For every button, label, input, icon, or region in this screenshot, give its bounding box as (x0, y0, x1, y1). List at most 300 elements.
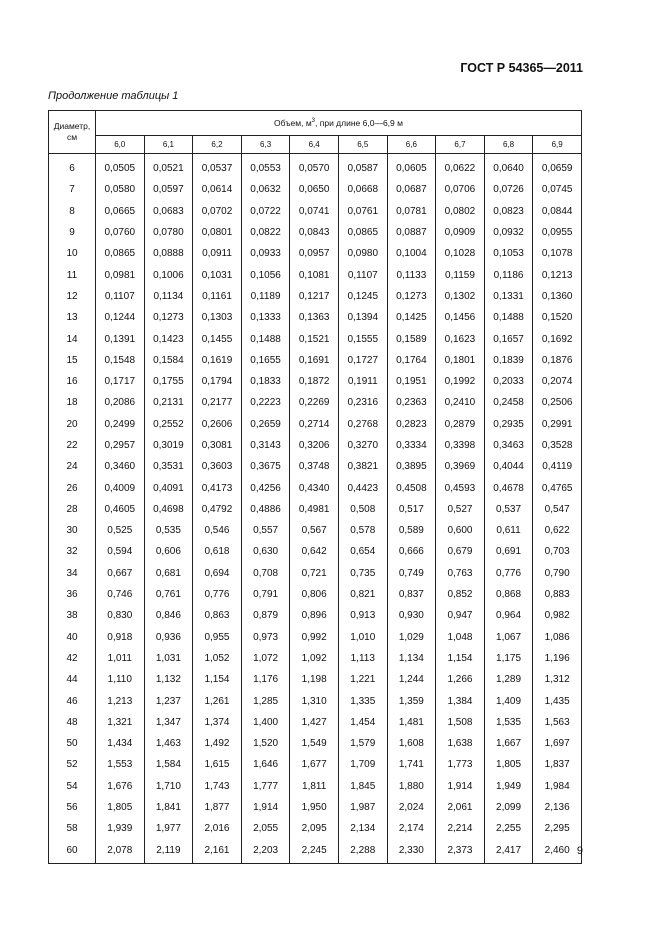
volume-cell: 0,4765 (533, 477, 582, 498)
volume-cell: 0,1548 (96, 350, 145, 371)
diameter-cell: 50 (49, 733, 96, 754)
volume-cell: 0,606 (144, 541, 193, 562)
volume-cell: 0,746 (96, 584, 145, 605)
volume-cell: 0,0955 (533, 222, 582, 243)
volume-cell: 0,0553 (241, 154, 290, 180)
volume-cell: 0,1717 (96, 371, 145, 392)
volume-cell: 0,1004 (387, 243, 436, 264)
volume-cell: 0,0632 (241, 179, 290, 200)
volume-cell: 1,335 (338, 690, 387, 711)
volume-cell: 0,1755 (144, 371, 193, 392)
table-row (49, 350, 582, 371)
volume-cell: 1,011 (96, 648, 145, 669)
volume-cell: 0,0957 (290, 243, 339, 264)
volume-cell: 0,790 (533, 563, 582, 584)
diameter-cell: 9 (49, 222, 96, 243)
volume-cell: 0,3895 (387, 456, 436, 477)
length-header-cell: 6,1 (144, 136, 193, 154)
volume-cell: 0,537 (484, 499, 533, 520)
volume-cell: 1,677 (290, 754, 339, 775)
diameter-cell: 7 (49, 179, 96, 200)
volume-cell: 0,0844 (533, 201, 582, 222)
volume-cell: 0,0580 (96, 179, 145, 200)
volume-cell: 0,535 (144, 520, 193, 541)
volume-cell: 1,067 (484, 627, 533, 648)
volume-cell: 1,196 (533, 648, 582, 669)
volume-cell: 0,3081 (193, 435, 242, 456)
volume-cell: 2,460 (533, 840, 582, 864)
volume-cell: 0,1186 (484, 264, 533, 285)
volume-cell: 1,347 (144, 712, 193, 733)
volume-cell: 0,1244 (96, 307, 145, 328)
volume-cell: 1,400 (241, 712, 290, 733)
volume-cell: 1,384 (436, 690, 485, 711)
volume-cell: 1,709 (338, 754, 387, 775)
volume-cell: 2,245 (290, 840, 339, 864)
volume-cell: 0,879 (241, 605, 290, 626)
volume-cell: 0,3821 (338, 456, 387, 477)
volume-cell: 0,0665 (96, 201, 145, 222)
volume-cell: 1,359 (387, 690, 436, 711)
volume-cell: 2,255 (484, 818, 533, 839)
volume-cell: 0,1584 (144, 350, 193, 371)
volume-cell: 1,549 (290, 733, 339, 754)
volume-cell: 0,1107 (338, 264, 387, 285)
table-row (49, 520, 582, 541)
volume-cell: 1,237 (144, 690, 193, 711)
volume-cell: 1,086 (533, 627, 582, 648)
volume-cell: 0,4091 (144, 477, 193, 498)
length-header-cell: 6,9 (533, 136, 582, 154)
volume-cell: 0,1833 (241, 371, 290, 392)
volume-cell: 0,0843 (290, 222, 339, 243)
volume-cell: 1,914 (436, 776, 485, 797)
diameter-cell: 28 (49, 499, 96, 520)
volume-cell: 0,4678 (484, 477, 533, 498)
volume-cell: 0,749 (387, 563, 436, 584)
volume-header-prefix: Объем, м (274, 118, 312, 128)
volume-cell: 0,0980 (338, 243, 387, 264)
volume-cell: 0,0911 (193, 243, 242, 264)
table-row (49, 477, 582, 498)
volume-cell: 0,0650 (290, 179, 339, 200)
volume-cell: 0,1488 (241, 328, 290, 349)
volume-cell: 1,710 (144, 776, 193, 797)
diameter-cell: 13 (49, 307, 96, 328)
volume-cell: 0,0722 (241, 201, 290, 222)
volume-cell: 0,4044 (484, 456, 533, 477)
volume-cell: 0,0760 (96, 222, 145, 243)
volume-cell: 1,949 (484, 776, 533, 797)
volume-cell: 0,2659 (241, 414, 290, 435)
volume-cell: 1,134 (387, 648, 436, 669)
volume-cell: 0,2768 (338, 414, 387, 435)
volume-cell: 1,667 (484, 733, 533, 754)
table-row (49, 712, 582, 733)
table-row (49, 201, 582, 222)
volume-cell: 1,615 (193, 754, 242, 775)
volume-cell: 0,0614 (193, 179, 242, 200)
volume-cell: 0,0587 (338, 154, 387, 180)
volume-cell: 1,646 (241, 754, 290, 775)
table-row (49, 243, 582, 264)
diameter-cell: 58 (49, 818, 96, 839)
volume-cell: 0,2410 (436, 392, 485, 413)
volume-cell: 0,679 (436, 541, 485, 562)
table-row (49, 818, 582, 839)
volume-cell: 0,1031 (193, 264, 242, 285)
table-row (49, 669, 582, 690)
volume-cell: 1,072 (241, 648, 290, 669)
volume-cell: 0,4698 (144, 499, 193, 520)
volume-cell: 1,638 (436, 733, 485, 754)
volume-cell: 0,3460 (96, 456, 145, 477)
volume-cell: 1,266 (436, 669, 485, 690)
volume-cell: 0,1189 (241, 286, 290, 307)
volume-cell: 1,977 (144, 818, 193, 839)
table-caption: Продолжение таблицы 1 (48, 90, 179, 102)
volume-cell: 0,0726 (484, 179, 533, 200)
volume-cell: 0,2363 (387, 392, 436, 413)
volume-cell: 0,2506 (533, 392, 582, 413)
diameter-cell: 52 (49, 754, 96, 775)
volume-cell: 1,435 (533, 690, 582, 711)
volume-cell: 0,1245 (338, 286, 387, 307)
volume-cell: 1,052 (193, 648, 242, 669)
table-row (49, 222, 582, 243)
volume-cell: 0,1213 (533, 264, 582, 285)
volume-cell: 0,546 (193, 520, 242, 541)
volume-cell: 2,203 (241, 840, 290, 864)
volume-cell: 0,2223 (241, 392, 290, 413)
volume-cell: 0,1876 (533, 350, 582, 371)
volume-cell: 1,154 (436, 648, 485, 669)
volume-cell: 1,321 (96, 712, 145, 733)
volume-cell: 0,567 (290, 520, 339, 541)
volume-cell: 0,1589 (387, 328, 436, 349)
volume-cell: 1,427 (290, 712, 339, 733)
volume-cell: 0,642 (290, 541, 339, 562)
volume-cell: 0,2269 (290, 392, 339, 413)
volume-cell: 0,2131 (144, 392, 193, 413)
volume-cell: 0,837 (387, 584, 436, 605)
volume-cell: 1,841 (144, 797, 193, 818)
diameter-cell: 60 (49, 840, 96, 864)
volume-cell: 1,553 (96, 754, 145, 775)
volume-cell: 1,987 (338, 797, 387, 818)
volume-cell: 0,883 (533, 584, 582, 605)
length-header-cell: 6,6 (387, 136, 436, 154)
volume-cell: 0,1555 (338, 328, 387, 349)
volume-cell: 2,161 (193, 840, 242, 864)
volume-cell: 1,176 (241, 669, 290, 690)
diameter-cell: 48 (49, 712, 96, 733)
table-row (49, 627, 582, 648)
volume-cell: 0,3748 (290, 456, 339, 477)
volume-cell: 0,0981 (96, 264, 145, 285)
volume-cell: 2,055 (241, 818, 290, 839)
volume-cell: 0,1692 (533, 328, 582, 349)
diameter-cell: 26 (49, 477, 96, 498)
volume-cell: 0,1872 (290, 371, 339, 392)
volume-cell: 0,0888 (144, 243, 193, 264)
volume-cell: 2,417 (484, 840, 533, 864)
volume-cell: 0,3270 (338, 435, 387, 456)
volume-cell: 0,2823 (387, 414, 436, 435)
diameter-cell: 38 (49, 605, 96, 626)
volume-cell: 0,525 (96, 520, 145, 541)
volume-cell: 0,0932 (484, 222, 533, 243)
volume-cell: 0,1794 (193, 371, 242, 392)
volume-cell: 1,676 (96, 776, 145, 797)
volume-cell: 0,703 (533, 541, 582, 562)
diameter-cell: 20 (49, 414, 96, 435)
volume-cell: 0,527 (436, 499, 485, 520)
table-row (49, 776, 582, 797)
diameter-cell: 42 (49, 648, 96, 669)
volume-cell: 0,1302 (436, 286, 485, 307)
table-row (49, 456, 582, 477)
table-row (49, 179, 582, 200)
volume-cell: 1,213 (96, 690, 145, 711)
volume-cell: 0,896 (290, 605, 339, 626)
volume-cell: 1,310 (290, 690, 339, 711)
volume-cell: 0,0865 (338, 222, 387, 243)
volume-cell: 0,918 (96, 627, 145, 648)
volume-cell: 0,594 (96, 541, 145, 562)
volume-cell: 0,4256 (241, 477, 290, 498)
volume-cell: 0,0822 (241, 222, 290, 243)
volume-cell: 1,877 (193, 797, 242, 818)
diameter-cell: 32 (49, 541, 96, 562)
volume-cell: 0,611 (484, 520, 533, 541)
volume-cell: 0,955 (193, 627, 242, 648)
table-row (49, 307, 582, 328)
table-row (49, 264, 582, 285)
volume-cell: 0,1691 (290, 350, 339, 371)
volume-cell: 0,4981 (290, 499, 339, 520)
volume-cell: 0,4173 (193, 477, 242, 498)
volume-cell: 1,110 (96, 669, 145, 690)
volume-cell: 1,221 (338, 669, 387, 690)
volume-cell: 0,1801 (436, 350, 485, 371)
volume-cell: 0,2879 (436, 414, 485, 435)
volume-cell: 0,0887 (387, 222, 436, 243)
volume-cell: 1,409 (484, 690, 533, 711)
table-row (49, 154, 582, 180)
volume-cell: 2,136 (533, 797, 582, 818)
diameter-cell: 11 (49, 264, 96, 285)
volume-cell: 0,1992 (436, 371, 485, 392)
volume-cell: 0,4605 (96, 499, 145, 520)
table-row (49, 584, 582, 605)
volume-cell: 0,0865 (96, 243, 145, 264)
volume-cell: 0,0505 (96, 154, 145, 180)
diameter-cell: 54 (49, 776, 96, 797)
volume-cell: 1,563 (533, 712, 582, 733)
volume-cell: 0,4508 (387, 477, 436, 498)
volume-cell: 0,1133 (387, 264, 436, 285)
volume-cell: 0,1423 (144, 328, 193, 349)
volume-cell: 0,1727 (338, 350, 387, 371)
volume-cell: 2,016 (193, 818, 242, 839)
volume-cell: 0,3398 (436, 435, 485, 456)
volume-cell: 0,0909 (436, 222, 485, 243)
volume-cell: 1,492 (193, 733, 242, 754)
volume-cell: 0,589 (387, 520, 436, 541)
volume-cell: 1,984 (533, 776, 582, 797)
volume-cell: 0,1425 (387, 307, 436, 328)
volume-cell: 0,1333 (241, 307, 290, 328)
table-row (49, 840, 582, 864)
volume-cell: 0,1911 (338, 371, 387, 392)
volume-cell: 2,099 (484, 797, 533, 818)
volume-cell: 2,095 (290, 818, 339, 839)
diameter-column-header (49, 111, 96, 154)
table-row (49, 414, 582, 435)
volume-cell: 0,0687 (387, 179, 436, 200)
volume-cell: 0,1273 (144, 307, 193, 328)
volume-cell: 0,2606 (193, 414, 242, 435)
table-body (49, 154, 582, 864)
volume-cell: 0,0702 (193, 201, 242, 222)
volume-cell: 0,1107 (96, 286, 145, 307)
volume-cell: 2,295 (533, 818, 582, 839)
volume-cell: 1,805 (96, 797, 145, 818)
volume-cell: 1,520 (241, 733, 290, 754)
volume-cell: 0,694 (193, 563, 242, 584)
volume-cell: 0,1134 (144, 286, 193, 307)
volume-cell: 0,1619 (193, 350, 242, 371)
volume-cell: 0,973 (241, 627, 290, 648)
volume-cell: 0,622 (533, 520, 582, 541)
volume-cell: 0,508 (338, 499, 387, 520)
volume-cell: 1,535 (484, 712, 533, 733)
table-row (49, 392, 582, 413)
volume-cell: 0,2177 (193, 392, 242, 413)
volume-cell: 0,1839 (484, 350, 533, 371)
volume-cell: 0,578 (338, 520, 387, 541)
volume-cell: 0,630 (241, 541, 290, 562)
table-row (49, 797, 582, 818)
volume-cell: 0,2033 (484, 371, 533, 392)
volume-cell: 1,837 (533, 754, 582, 775)
volume-cell: 0,4119 (533, 456, 582, 477)
length-header-row (49, 136, 582, 154)
diameter-cell: 24 (49, 456, 96, 477)
volume-cell: 0,0745 (533, 179, 582, 200)
volume-cell: 0,0605 (387, 154, 436, 180)
volume-cell: 1,198 (290, 669, 339, 690)
volume-cell: 2,119 (144, 840, 193, 864)
table-row (49, 541, 582, 562)
volume-cell: 0,0706 (436, 179, 485, 200)
volume-cell: 0,0802 (436, 201, 485, 222)
table-row (49, 435, 582, 456)
volume-cell: 0,1456 (436, 307, 485, 328)
volume-cell: 1,914 (241, 797, 290, 818)
volume-cell: 0,868 (484, 584, 533, 605)
volume-cell: 0,776 (193, 584, 242, 605)
volume-cell: 0,852 (436, 584, 485, 605)
volume-cell: 0,1159 (436, 264, 485, 285)
volume-cell: 1,029 (387, 627, 436, 648)
volume-cell: 1,579 (338, 733, 387, 754)
volume-cell: 2,288 (338, 840, 387, 864)
volume-cell: 1,939 (96, 818, 145, 839)
volume-cell: 0,0781 (387, 201, 436, 222)
volume-cell: 0,547 (533, 499, 582, 520)
volume-table (48, 110, 582, 864)
diameter-cell: 12 (49, 286, 96, 307)
volume-cell: 1,880 (387, 776, 436, 797)
volume-cell: 1,244 (387, 669, 436, 690)
diameter-cell: 16 (49, 371, 96, 392)
diameter-header-label: Диаметр, (53, 121, 91, 131)
volume-cell: 0,930 (387, 605, 436, 626)
volume-cell: 0,2935 (484, 414, 533, 435)
volume-cell: 0,3334 (387, 435, 436, 456)
volume-cell: 0,1161 (193, 286, 242, 307)
volume-cell: 1,312 (533, 669, 582, 690)
volume-cell: 2,134 (338, 818, 387, 839)
volume-cell: 0,821 (338, 584, 387, 605)
diameter-cell: 18 (49, 392, 96, 413)
volume-cell: 1,374 (193, 712, 242, 733)
volume-cell: 0,2957 (96, 435, 145, 456)
volume-cell: 0,830 (96, 605, 145, 626)
volume-cell: 0,600 (436, 520, 485, 541)
table-row (49, 286, 582, 307)
diameter-cell: 34 (49, 563, 96, 584)
volume-cell: 2,214 (436, 818, 485, 839)
volume-cell: 0,1764 (387, 350, 436, 371)
volume-cell: 1,811 (290, 776, 339, 797)
volume-cell: 0,691 (484, 541, 533, 562)
volume-cell: 0,1331 (484, 286, 533, 307)
volume-cell: 0,3531 (144, 456, 193, 477)
volume-cell: 0,763 (436, 563, 485, 584)
volume-cell: 0,982 (533, 605, 582, 626)
volume-cell: 1,154 (193, 669, 242, 690)
volume-cell: 0,3969 (436, 456, 485, 477)
volume-cell: 0,913 (338, 605, 387, 626)
volume-cell: 1,463 (144, 733, 193, 754)
length-header-cell: 6,0 (96, 136, 145, 154)
volume-cell: 0,761 (144, 584, 193, 605)
volume-cell: 0,1360 (533, 286, 582, 307)
volume-cell: 0,0668 (338, 179, 387, 200)
volume-cell: 0,0597 (144, 179, 193, 200)
volume-cell: 0,863 (193, 605, 242, 626)
volume-cell: 0,4340 (290, 477, 339, 498)
volume-cell: 0,1655 (241, 350, 290, 371)
length-header-cell: 6,3 (241, 136, 290, 154)
volume-cell: 0,1488 (484, 307, 533, 328)
diameter-cell: 46 (49, 690, 96, 711)
volume-cell: 2,330 (387, 840, 436, 864)
volume-cell: 2,061 (436, 797, 485, 818)
volume-cell: 0,4792 (193, 499, 242, 520)
table-row (49, 499, 582, 520)
volume-cell: 0,557 (241, 520, 290, 541)
volume-cell: 0,681 (144, 563, 193, 584)
volume-cell: 1,950 (290, 797, 339, 818)
volume-cell: 1,010 (338, 627, 387, 648)
length-header-cell: 6,7 (436, 136, 485, 154)
diameter-cell: 22 (49, 435, 96, 456)
volume-cell: 0,1028 (436, 243, 485, 264)
